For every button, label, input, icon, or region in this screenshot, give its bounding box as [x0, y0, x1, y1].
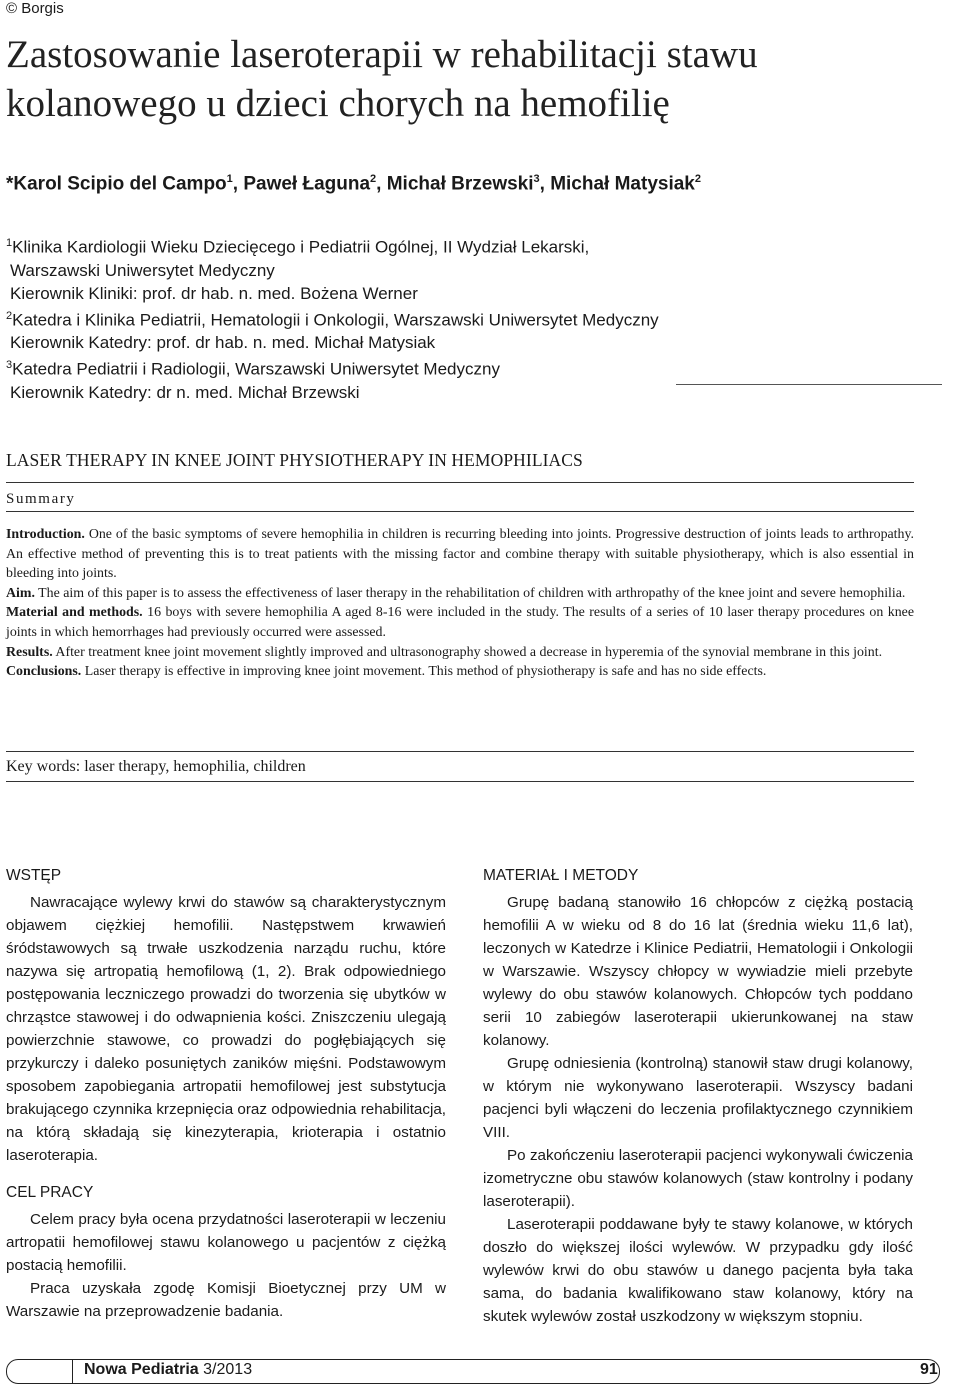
abstract-section-label: Aim. [6, 585, 35, 601]
english-title: LASER THERAPY IN KNEE JOINT PHYSIOTHERAPY IN HEMOPHILIACS [6, 450, 583, 470]
article-title [6, 30, 946, 128]
body-column-left [6, 864, 446, 1323]
affiliation-line [6, 354, 936, 381]
affiliation-text: Katedra Pediatrii i Radiologii, Warszawski Uniwersytet Medyczny [12, 359, 500, 379]
abstract-section-label: Results. [6, 644, 53, 660]
divider [6, 781, 914, 782]
author-1-affiliation: 1 [226, 173, 233, 185]
abstract-aim [6, 584, 914, 604]
journal-issue: 3/2013 [198, 1361, 253, 1378]
article-title-line-1: Zastosowanie laseroterapii w rehabilitacji stawu [6, 33, 758, 76]
affiliation-line: Kierownik Katedry: dr n. med. Michał Brzewski [10, 382, 360, 402]
author-4: , Michał Matysiak [539, 173, 695, 195]
divider [6, 751, 914, 752]
copyright-notice: © Borgis [6, 0, 64, 17]
abstract-section-text: 16 boys with severe hemophilia A aged 8-16 were included in the study. The results of a series of 10 laser therapy procedures on knee joints in which hemorrhages had previously occurred were assessed. [6, 605, 914, 640]
author-3-affiliation: 3 [533, 173, 540, 185]
abstract-body [6, 525, 914, 682]
journal-title: Nowa Pediatria [84, 1361, 199, 1378]
abstract-section-text: Laser therapy is effective in improving knee joint movement. This method of physiotherapy is safe and has no side effects. [81, 664, 767, 680]
divider [676, 384, 942, 385]
abstract-section-text: After treatment knee joint movement slightly improved and ultrasonography showed a decrease in hyperemia of the synovial membrane in this joint. [52, 644, 883, 660]
affiliation-text: Klinika Kardiologii Wieku Dziecięcego i Pediatrii Ogólnej, II Wydział Lekarski, [12, 237, 590, 257]
abstract-results [6, 643, 914, 663]
author-list [6, 173, 701, 195]
abstract-section-label: Conclusions. [6, 664, 82, 680]
affiliation-marker: 2 [6, 309, 13, 322]
abstract-conclusions [6, 662, 914, 682]
paragraph: Laseroterapii poddawane były te stawy kolanowe, w których doszło do większej ilości wylewów. W przypadku gdy ilość wylewów krwi do obu stawów u danego pacjenta była taka sama, do badania kwalifikowano staw kolanowy, który na skutek wylewów został uszkodzony w większym stopniu. [483, 1216, 913, 1325]
author-4-affiliation: 2 [694, 173, 701, 185]
abstract-section-text: The aim of this paper is to assess the effectiveness of laser therapy in the rehabilitation of children with arthropathy of the knee joint and severe hemophilia. [34, 585, 906, 601]
body-column-right [483, 864, 913, 1328]
affiliation-line: Warszawski Uniwersytet Medyczny [10, 260, 275, 280]
section-heading-introduction: WSTĘP [6, 867, 62, 884]
keywords: Key words: laser therapy, hemophilia, children [6, 758, 306, 775]
article-title-line-2: kolanowego u dzieci chorych na hemofilię [6, 82, 670, 125]
author-2-affiliation: 2 [370, 173, 377, 185]
author-3: , Michał Brzewski [376, 173, 534, 195]
paragraph: Po zakończeniu laseroterapii pacjenci wykonywali ćwiczenia izometryczne obu stawów kolanowych (staw kontrolny i podany laseroterapii). [483, 1147, 913, 1210]
affiliation-line [6, 232, 936, 259]
divider [6, 482, 914, 483]
divider [6, 511, 914, 512]
paragraph: Celem pracy była ocena przydatności laseroterapii w leczeniu artropatii hemofilowej stawu kolanowego u pacjentów z ciężką postacią hemofilii. [6, 1211, 446, 1274]
author-2: , Paweł Łaguna [232, 173, 371, 195]
summary-heading: Summary [6, 491, 76, 507]
abstract-section-label: Introduction. [6, 527, 85, 542]
journal-name [84, 1361, 252, 1379]
section-heading-aim: CEL PRACY [6, 1184, 94, 1201]
affiliation-line: Kierownik Katedry: prof. dr hab. n. med. Michał Matysiak [10, 333, 436, 353]
section-heading-methods: MATERIAŁ I METODY [483, 867, 639, 884]
abstract-section-text: One of the basic symptoms of severe hemophilia in children is recurring bleeding into joints. Progressive destruction of joints leads to arthropathy. An effective method of preventing this is to treat patients with the missing factor and combine therapy with suitable physiotherapy, which is also essential in bleeding into joints. [6, 527, 914, 582]
page-number: 91 [920, 1361, 938, 1378]
affiliation-marker: 3 [6, 359, 13, 372]
affiliations [6, 232, 936, 404]
affiliation-marker: 1 [6, 237, 13, 249]
abstract-section-label: Material and methods. [6, 605, 143, 621]
paragraph: Grupę odniesienia (kontrolną) stanowił staw drugi kolanowy, w którym nie wykonywano laseroterapii. Wszyscy badani pacjenci byli włączeni do leczenia profilaktycznego czynnikiem VIII. [483, 1055, 913, 1141]
paragraph: Praca uzyskała zgodę Komisji Bioetycznej przy UM w Warszawie na przeprowadzenie badania. [6, 1280, 446, 1320]
abstract-introduction [6, 525, 914, 584]
footer-separator [72, 1359, 73, 1384]
affiliation-text: Katedra i Klinika Pediatrii, Hematologii i Onkologii, Warszawski Uniwersytet Medyczny [12, 310, 659, 330]
affiliation-line: Kierownik Kliniki: prof. dr hab. n. med. Bożena Werner [10, 283, 418, 303]
paragraph: Grupę badaną stanowiło 16 chłopców z ciężką postacią hemofilii A w wieku od 8 do 16 lat (średnia wieku 11,6 lat), leczonych w Katedrze i Klinice Pediatrii, Hematologii i Onkologii w Warszawie. Wszyscy chłopcy w wywiadzie mieli przebyte wylewy do obu stawów kolanowych. Chłopców tych poddano serii 10 zabiegów laseroterapii ukierunkowanej na staw kolanowy. [483, 894, 913, 1049]
abstract-methods [6, 603, 914, 642]
author-1: *Karol Scipio del Campo [6, 173, 227, 195]
affiliation-line [6, 305, 936, 332]
paragraph: Nawracające wylewy krwi do stawów są charakterystycznym objawem ciężkiej hemofilii. Następstwem krwawień śródstawowych są trwałe uszkodzenia narządu ruchu, które nazywa się artropatią hemofilową (1, 2). Brak odpowiedniego postępowania leczniczego prowadzi do tworzenia się ubytków w chrząstce stawowej i do odwapnienia kości. Zniszczeniu ulegają powierzchnie stawowe, co prowadzi do pogłębiających się przykurczy i daleko posuniętych zaników mięśni. Podstawowym sposobem zapobiegania artropatii hemofilowej jest substytucja brakującego czynnika krzepnięcia oraz odpowiednia rehabilitacja, na którą składają się kinezyterapia, krioterapia i ostatnio laseroterapia. [6, 894, 446, 1164]
